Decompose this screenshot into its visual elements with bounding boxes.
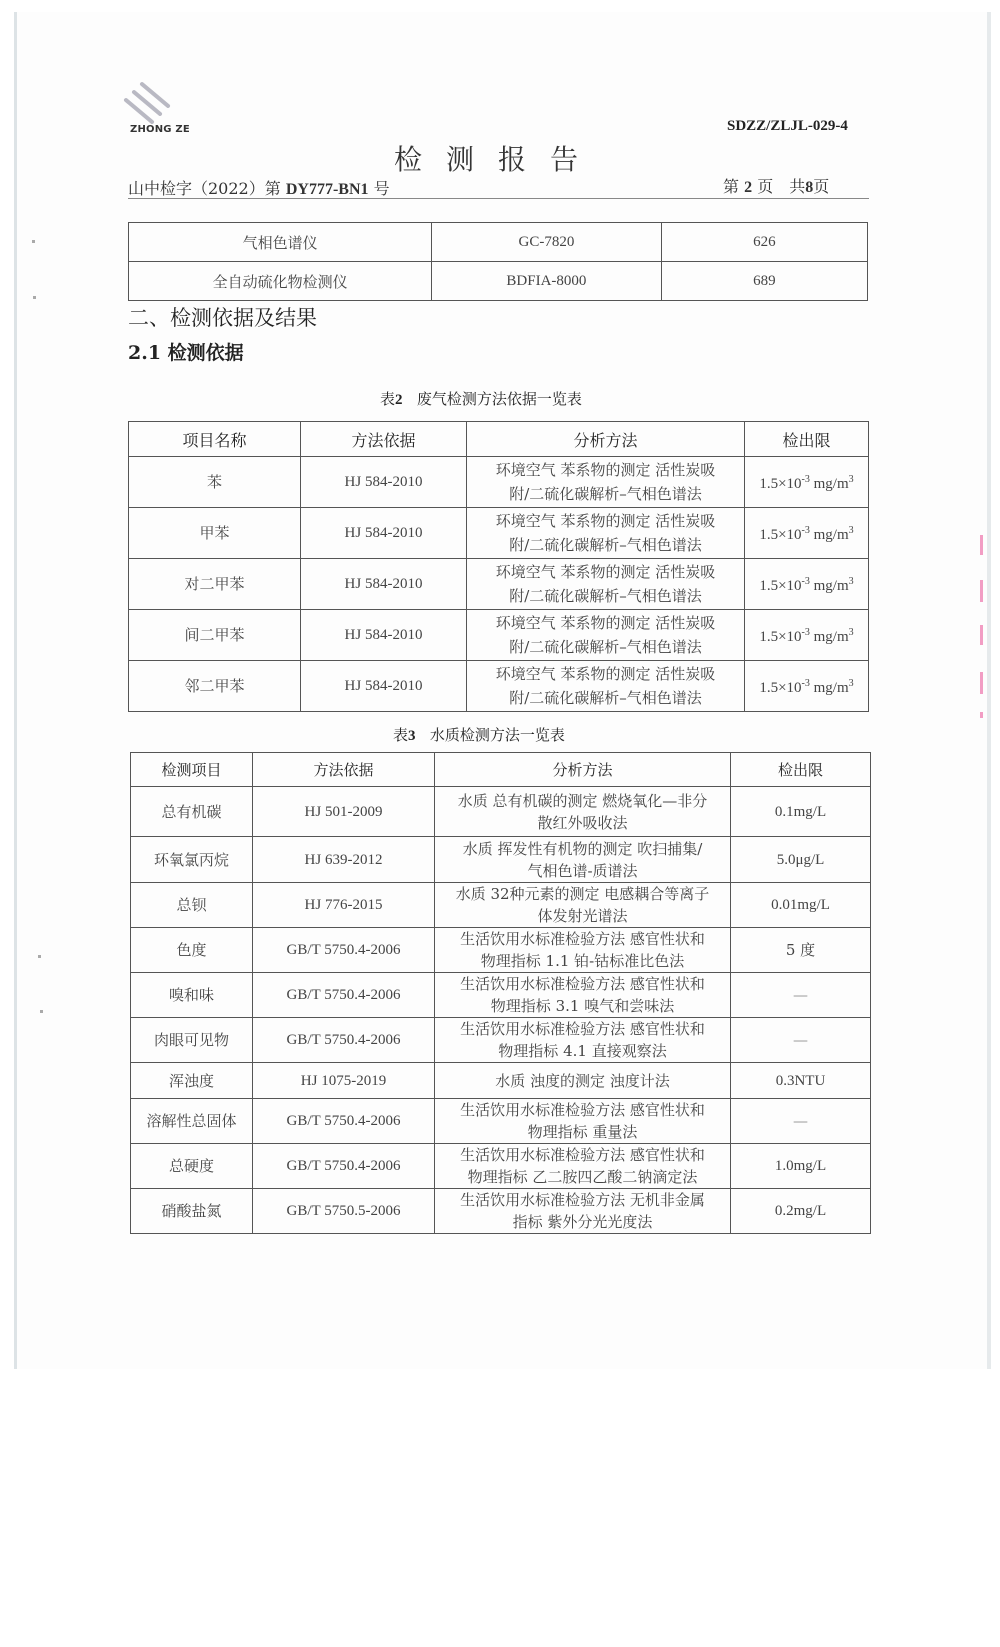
instrument-name: 气相色谱仪 — [129, 223, 432, 262]
limit-unit: mg/m — [809, 680, 849, 696]
table-row — [129, 508, 869, 559]
method-line: 生活饮用水标准检验方法 感官性状和 — [460, 1146, 705, 1164]
method-standard: HJ 501-2009 — [253, 787, 435, 837]
limit-base: 1.5×10 — [759, 680, 802, 696]
table-header-row — [129, 422, 869, 457]
limit-unit: mg/m — [809, 476, 849, 492]
detection-limit — [745, 610, 869, 661]
instrument-number: 626 — [661, 223, 867, 262]
detection-limit: 0.3NTU — [731, 1063, 871, 1099]
method-line: 水质 浊度的测定 浊度计法 — [495, 1071, 670, 1090]
method-standard: GB/T 5750.4-2006 — [253, 1099, 435, 1144]
report-number — [128, 176, 390, 199]
table-row — [131, 973, 871, 1018]
column-header: 检出限 — [745, 422, 869, 457]
item-name: 嗅和味 — [131, 973, 253, 1018]
method-line: 附/二硫化碳解析–气相色谱法 — [509, 536, 702, 554]
method-line: 物理指标 3.1 嗅气和尝味法 — [490, 997, 675, 1015]
detection-limit: — — [731, 973, 871, 1018]
method-standard: HJ 584-2010 — [301, 559, 467, 610]
limit-base: 1.5×10 — [759, 578, 802, 594]
method-line: 生活饮用水标准检验方法 无机非金属 — [460, 1191, 705, 1209]
limit-exponent: -3 — [801, 576, 810, 587]
table-row — [129, 457, 869, 508]
item-name: 苯 — [129, 457, 301, 508]
analysis-method — [435, 1063, 731, 1099]
table-row — [129, 262, 868, 301]
table-row — [131, 787, 871, 837]
table-row — [131, 1189, 871, 1234]
method-line: 附/二硫化碳解析–气相色谱法 — [509, 485, 702, 503]
detection-limit: 0.01mg/L — [731, 883, 871, 928]
page-label-mid: 页 共 — [757, 177, 806, 196]
limit-exponent: -3 — [801, 678, 810, 689]
column-header: 检出限 — [731, 753, 871, 787]
method-line: 水质 总有机碳的测定 燃烧氧化—非分 — [457, 791, 708, 810]
page-total: 8 — [805, 179, 814, 196]
limit-base: 1.5×10 — [759, 476, 802, 492]
analysis-method — [467, 508, 745, 559]
analysis-method — [435, 928, 731, 973]
column-header: 分析方法 — [467, 422, 745, 457]
detection-limit: 0.2mg/L — [731, 1189, 871, 1234]
instrument-model: GC-7820 — [432, 223, 661, 262]
header-divider — [128, 198, 869, 199]
limit-unit-exponent: 3 — [848, 576, 854, 587]
table-row — [129, 610, 869, 661]
seal-edge-mark — [980, 535, 983, 555]
water-quality-method-table — [130, 752, 871, 1234]
method-standard: HJ 776-2015 — [253, 883, 435, 928]
caption-title: 水质检测方法一览表 — [429, 726, 565, 744]
table3-caption — [393, 724, 565, 745]
table-row — [131, 928, 871, 973]
method-line: 附/二硫化碳解析–气相色谱法 — [509, 587, 702, 605]
method-standard: HJ 584-2010 — [301, 508, 467, 559]
detection-limit: 1.0mg/L — [731, 1144, 871, 1189]
item-name: 总钡 — [131, 883, 253, 928]
detection-limit — [745, 661, 869, 712]
method-line: 附/二硫化碳解析–气相色谱法 — [509, 689, 702, 707]
table-row — [129, 559, 869, 610]
analysis-method — [435, 973, 731, 1018]
limit-base: 1.5×10 — [759, 527, 802, 543]
section-heading: 二、检测依据及结果 — [128, 306, 317, 330]
limit-unit-exponent: 3 — [848, 474, 854, 485]
table-row — [131, 1063, 871, 1099]
column-header: 方法依据 — [253, 753, 435, 787]
instrument-number: 689 — [661, 262, 867, 301]
method-standard: HJ 639-2012 — [253, 837, 435, 883]
item-name: 环氧氯丙烷 — [131, 837, 253, 883]
analysis-method — [435, 1099, 731, 1144]
analysis-method — [435, 1189, 731, 1234]
detection-limit — [745, 508, 869, 559]
logo-text: ZHONG ZE — [130, 124, 190, 135]
method-line: 环境空气 苯系物的测定 活性炭吸 — [495, 614, 716, 632]
detection-limit — [745, 457, 869, 508]
instrument-table — [128, 222, 868, 301]
scan-speck — [33, 296, 36, 299]
table2-caption — [380, 388, 582, 409]
method-line: 环境空气 苯系物的测定 活性炭吸 — [495, 665, 716, 683]
item-name: 溶解性总固体 — [131, 1099, 253, 1144]
method-line: 生活饮用水标准检验方法 感官性状和 — [460, 930, 705, 948]
limit-exponent: -3 — [801, 627, 810, 638]
method-standard: HJ 1075-2019 — [253, 1063, 435, 1099]
column-header: 项目名称 — [129, 422, 301, 457]
method-line: 附/二硫化碳解析–气相色谱法 — [509, 638, 702, 656]
page-title: 检测报告 — [394, 143, 603, 176]
scan-speck — [32, 240, 35, 243]
table-header-row — [131, 753, 871, 787]
report-number-suffix: 号 — [373, 179, 390, 198]
analysis-method — [435, 787, 731, 837]
seal-edge-mark — [980, 625, 983, 645]
table-row — [129, 223, 868, 262]
method-line: 生活饮用水标准检验方法 感官性状和 — [460, 975, 705, 993]
caption-prefix: 表 — [393, 726, 409, 744]
seal-edge-mark — [980, 712, 983, 718]
limit-unit-exponent: 3 — [848, 525, 854, 536]
table-row — [131, 1144, 871, 1189]
column-header: 检测项目 — [131, 753, 253, 787]
method-standard: GB/T 5750.4-2006 — [253, 1144, 435, 1189]
method-line: 散红外吸收法 — [537, 813, 628, 832]
detection-limit: 5 度 — [731, 928, 871, 973]
item-name: 间二甲苯 — [129, 610, 301, 661]
item-name: 硝酸盐氮 — [131, 1189, 253, 1234]
instrument-model: BDFIA-8000 — [432, 262, 661, 301]
page-label-suffix: 页 — [813, 177, 830, 196]
caption-number: 3 — [408, 728, 416, 744]
analysis-method — [435, 1144, 731, 1189]
method-standard: HJ 584-2010 — [301, 610, 467, 661]
caption-number: 2 — [395, 392, 403, 408]
exhaust-gas-method-table — [128, 421, 869, 712]
item-name: 浑浊度 — [131, 1063, 253, 1099]
analysis-method — [467, 559, 745, 610]
method-standard: HJ 584-2010 — [301, 457, 467, 508]
page-indicator — [723, 174, 829, 197]
page-current: 2 — [744, 179, 753, 196]
method-standard: HJ 584-2010 — [301, 661, 467, 712]
limit-unit-exponent: 3 — [848, 678, 854, 689]
method-line: 环境空气 苯系物的测定 活性炭吸 — [495, 461, 716, 479]
method-standard: GB/T 5750.4-2006 — [253, 1018, 435, 1063]
page-label-prefix: 第 — [723, 177, 740, 196]
document-code: SDZZ/ZLJL-029-4 — [727, 118, 848, 134]
method-line: 指标 紫外分光光度法 — [512, 1213, 653, 1231]
detection-limit: 0.1mg/L — [731, 787, 871, 837]
analysis-method — [467, 457, 745, 508]
limit-unit: mg/m — [809, 527, 849, 543]
report-number-prefix: 山中检字（2022）第 — [128, 179, 281, 198]
column-header: 方法依据 — [301, 422, 467, 457]
limit-base: 1.5×10 — [759, 629, 802, 645]
detection-limit — [745, 559, 869, 610]
instrument-name: 全自动硫化物检测仪 — [129, 262, 432, 301]
analysis-method — [467, 661, 745, 712]
table-row — [131, 1018, 871, 1063]
method-line: 物理指标 4.1 直接观察法 — [498, 1042, 667, 1060]
caption-title: 废气检测方法依据一览表 — [416, 390, 582, 408]
method-standard: GB/T 5750.4-2006 — [253, 928, 435, 973]
method-line: 气相色谱-质谱法 — [527, 861, 638, 880]
limit-unit: mg/m — [809, 578, 849, 594]
item-name: 总有机碳 — [131, 787, 253, 837]
method-line: 物理指标 重量法 — [527, 1123, 638, 1141]
item-name: 邻二甲苯 — [129, 661, 301, 712]
item-name: 色度 — [131, 928, 253, 973]
method-line: 生活饮用水标准检验方法 感官性状和 — [460, 1101, 705, 1119]
analysis-method — [435, 883, 731, 928]
table-row — [131, 837, 871, 883]
table-row — [131, 1099, 871, 1144]
method-line: 物理指标 1.1 铂-钴标准比色法 — [480, 952, 685, 970]
detection-limit: — — [731, 1099, 871, 1144]
table-row — [131, 883, 871, 928]
detection-limit: 5.0μg/L — [731, 837, 871, 883]
report-number-code: DY777-BN1 — [285, 181, 369, 198]
analysis-method — [435, 837, 731, 883]
limit-exponent: -3 — [801, 474, 810, 485]
caption-prefix: 表 — [380, 390, 396, 408]
column-header: 分析方法 — [435, 753, 731, 787]
method-line: 水质 挥发性有机物的测定 吹扫捕集/ — [462, 839, 703, 858]
seal-edge-mark — [980, 580, 983, 602]
item-name: 甲苯 — [129, 508, 301, 559]
limit-exponent: -3 — [801, 525, 810, 536]
analysis-method — [467, 610, 745, 661]
table-row — [129, 661, 869, 712]
method-line: 环境空气 苯系物的测定 活性炭吸 — [495, 563, 716, 581]
limit-unit-exponent: 3 — [848, 627, 854, 638]
scan-speck — [40, 1010, 43, 1013]
item-name: 总硬度 — [131, 1144, 253, 1189]
scan-speck — [38, 955, 41, 958]
method-line: 生活饮用水标准检验方法 感官性状和 — [460, 1020, 705, 1038]
method-standard: GB/T 5750.5-2006 — [253, 1189, 435, 1234]
method-standard: GB/T 5750.4-2006 — [253, 973, 435, 1018]
method-line: 物理指标 乙二胺四乙酸二钠滴定法 — [467, 1168, 698, 1186]
seal-edge-mark — [980, 672, 983, 694]
item-name: 对二甲苯 — [129, 559, 301, 610]
method-line: 体发射光谱法 — [537, 907, 628, 925]
analysis-method — [435, 1018, 731, 1063]
subsection-heading: 2.1 检测依据 — [128, 342, 244, 364]
detection-limit: — — [731, 1018, 871, 1063]
limit-unit: mg/m — [809, 629, 849, 645]
item-name: 肉眼可见物 — [131, 1018, 253, 1063]
method-line: 水质 32种元素的测定 电感耦合等离子 — [455, 885, 710, 903]
method-line: 环境空气 苯系物的测定 活性炭吸 — [495, 512, 716, 530]
